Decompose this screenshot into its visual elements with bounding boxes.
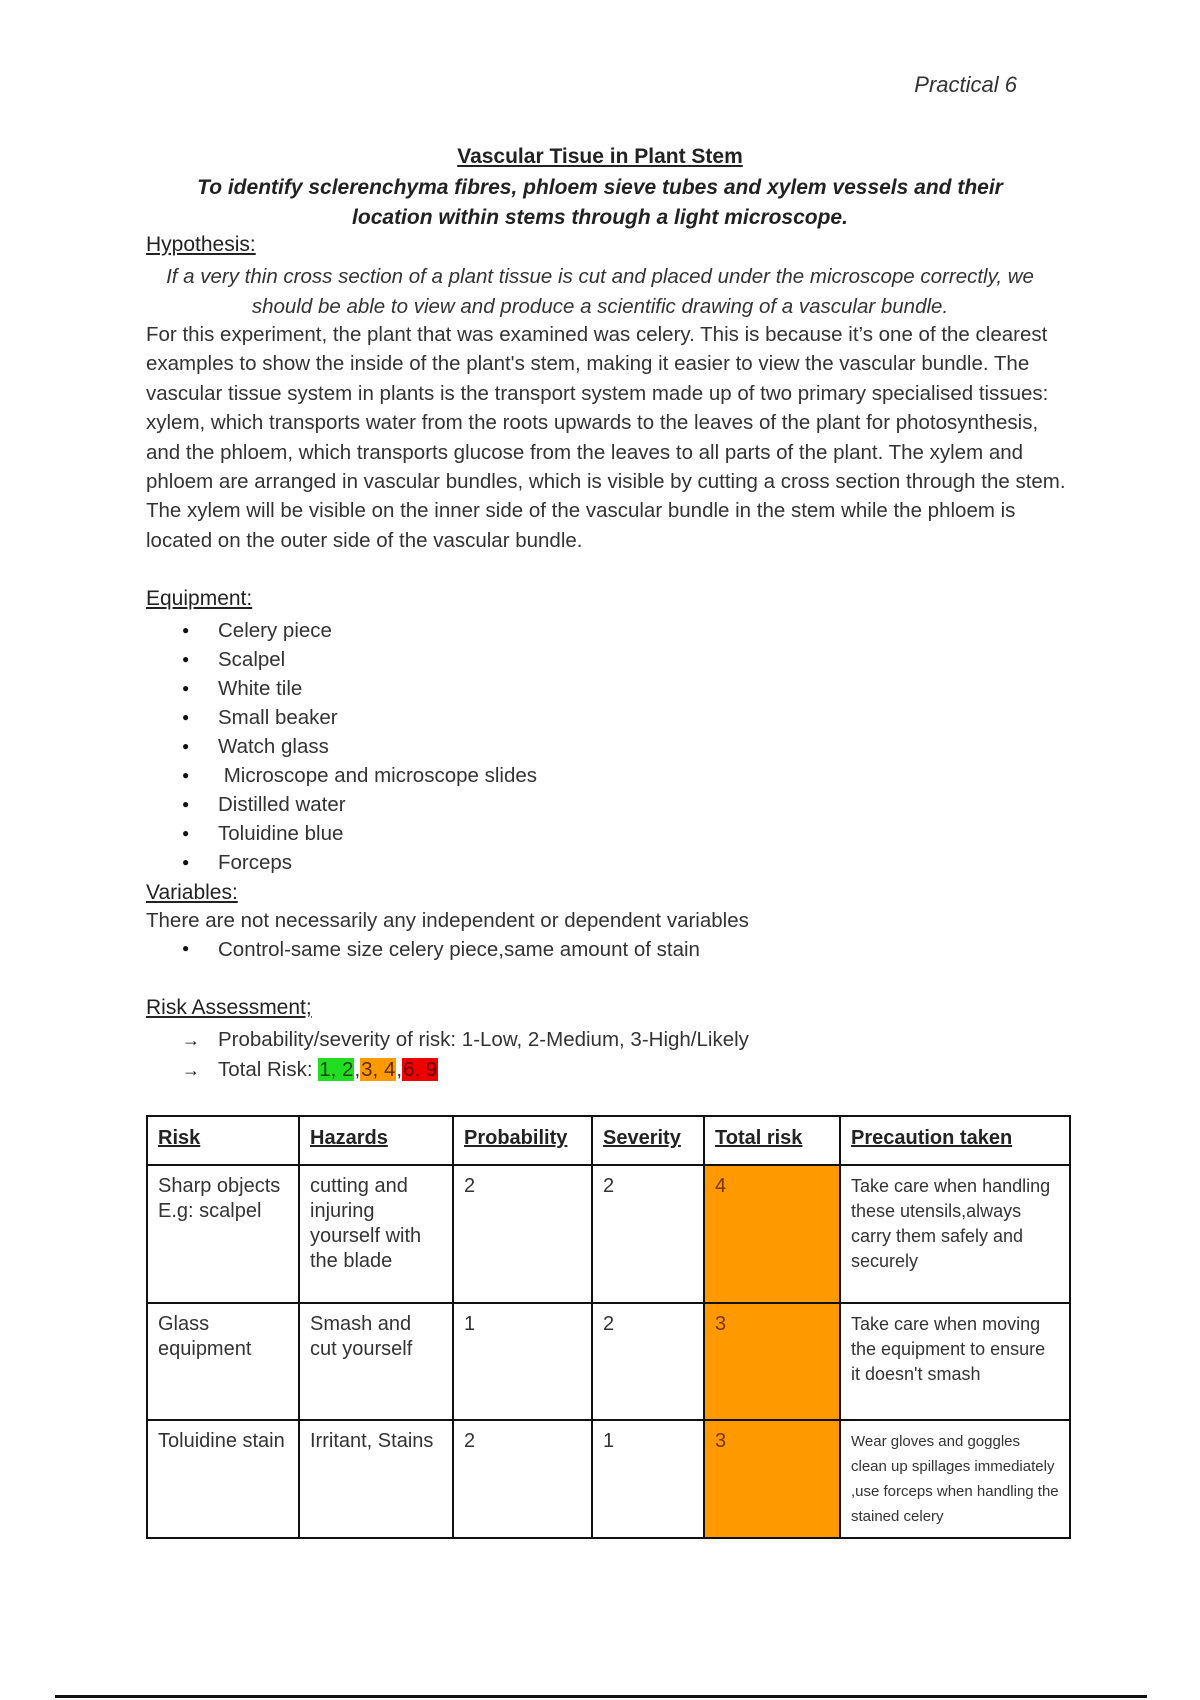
equipment-item: ● Microscope and microscope slides bbox=[146, 761, 537, 790]
equipment-item: ● Watch glass bbox=[146, 732, 537, 761]
control-variables-list bbox=[146, 938, 700, 962]
variables-text: There are not necessarily any independent or dependent variables bbox=[146, 909, 749, 932]
hypothesis-heading: Hypothesis: bbox=[146, 233, 256, 256]
column-header-probability: Probability bbox=[453, 1116, 592, 1165]
cell-precaution: Take care when handling these utensils,always carry them safely and securely bbox=[840, 1165, 1070, 1303]
risk-scale-item bbox=[146, 1025, 749, 1055]
cell-probability: 2 bbox=[453, 1420, 592, 1538]
cell-probability: 1 bbox=[453, 1303, 592, 1420]
column-header-severity: Severity bbox=[592, 1116, 704, 1165]
table-row bbox=[147, 1165, 1070, 1303]
hypothesis-text: If a very thin cross section of a plant tissue is cut and placed under the microscope correctly, we should be able to view and produce a scientific drawing of a vascular bundle. bbox=[166, 265, 1034, 318]
cell-probability: 2 bbox=[453, 1165, 592, 1303]
equipment-heading: Equipment: bbox=[146, 587, 253, 610]
page-bottom-divider bbox=[55, 1695, 1147, 1698]
equipment-item: ● Celery piece bbox=[146, 616, 537, 645]
variables-heading: Variables: bbox=[146, 881, 238, 904]
cell-risk: Sharp objects E.g: scalpel bbox=[147, 1165, 299, 1303]
cell-precaution: Take care when moving the equipment to ensure it doesn't smash bbox=[840, 1303, 1070, 1420]
cell-total-risk: 4 bbox=[704, 1165, 840, 1303]
risk-level-low: 1, 2 bbox=[319, 1058, 354, 1081]
risk-assessment-table bbox=[146, 1115, 1071, 1539]
arrow-right-icon: → bbox=[182, 1030, 200, 1050]
table-row bbox=[147, 1303, 1070, 1420]
risk-scale-text: Probability/severity of risk: 1-Low, 2-Medium, 3-High/Likely bbox=[218, 1028, 749, 1051]
control-variable-item: ● Control-same size celery piece,same amount of stain bbox=[146, 938, 700, 962]
cell-total-risk: 3 bbox=[704, 1303, 840, 1420]
column-header-hazards: Hazards bbox=[299, 1116, 453, 1165]
risk-key-list bbox=[146, 1025, 749, 1085]
cell-precaution: Wear gloves and goggles clean up spillages immediately ,use forceps when handling the stained celery bbox=[840, 1420, 1070, 1538]
risk-assessment-heading: Risk Assessment; bbox=[146, 996, 312, 1019]
document-title: Vascular Tisue in Plant Stem bbox=[457, 145, 743, 168]
column-header-precaution: Precaution taken bbox=[840, 1116, 1070, 1165]
cell-risk: Glass equipment bbox=[147, 1303, 299, 1420]
equipment-item: ● White tile bbox=[146, 674, 537, 703]
total-risk-item bbox=[146, 1055, 749, 1085]
risk-level-medium: 3, 4 bbox=[361, 1058, 396, 1081]
cell-hazards: cutting and injuring yourself with the blade bbox=[299, 1165, 453, 1303]
total-risk-label: Total Risk: bbox=[218, 1058, 319, 1081]
column-header-total-risk: Total risk bbox=[704, 1116, 840, 1165]
column-header-risk: Risk bbox=[147, 1116, 299, 1165]
cell-severity: 2 bbox=[592, 1303, 704, 1420]
cell-hazards: Smash and cut yourself bbox=[299, 1303, 453, 1420]
cell-severity: 1 bbox=[592, 1420, 704, 1538]
background-paragraph: For this experiment, the plant that was examined was celery. This is because it’s one of the clearest examples to show the inside of the plant's stem, making it easier to view the vascular bundle. The vascular tissue system in plants is the transport system made up of two primary specialised tissues: xylem, which transports water from the roots upwards to the leaves of the plant for photosynthesis, and the phloem, which transports glucose from the leaves to all parts of the plant. The xylem and phloem are arranged in vascular bundles, which is visible by cutting a cross section through the stem. The xylem will be visible on the inner side of the vascular bundle in the stem while the phloem is located on the outer side of the vascular bundle. bbox=[146, 323, 1066, 552]
aim-statement: To identify sclerenchyma fibres, phloem sieve tubes and xylem vessels and their location within stems through a light microscope. bbox=[197, 176, 1003, 229]
risk-level-high: 6, 9 bbox=[403, 1058, 438, 1081]
equipment-item: ● Distilled water bbox=[146, 790, 537, 819]
equipment-item: ● Forceps bbox=[146, 848, 537, 877]
cell-hazards: Irritant, Stains bbox=[299, 1420, 453, 1538]
risk-level-separator: , bbox=[354, 1058, 361, 1081]
cell-risk: Toluidine stain bbox=[147, 1420, 299, 1538]
arrow-right-icon: → bbox=[182, 1060, 200, 1080]
equipment-list bbox=[146, 616, 537, 877]
equipment-item: ● Small beaker bbox=[146, 703, 537, 732]
cell-total-risk: 3 bbox=[704, 1420, 840, 1538]
document-title-wrapper bbox=[0, 145, 1200, 169]
cell-severity: 2 bbox=[592, 1165, 704, 1303]
equipment-item: ● Scalpel bbox=[146, 645, 537, 674]
practical-number: Practical 6 bbox=[914, 72, 1017, 97]
equipment-item: ● Toluidine blue bbox=[146, 819, 537, 848]
risk-level-separator: , bbox=[396, 1058, 403, 1081]
table-header-row bbox=[147, 1116, 1070, 1165]
table-row bbox=[147, 1420, 1070, 1538]
